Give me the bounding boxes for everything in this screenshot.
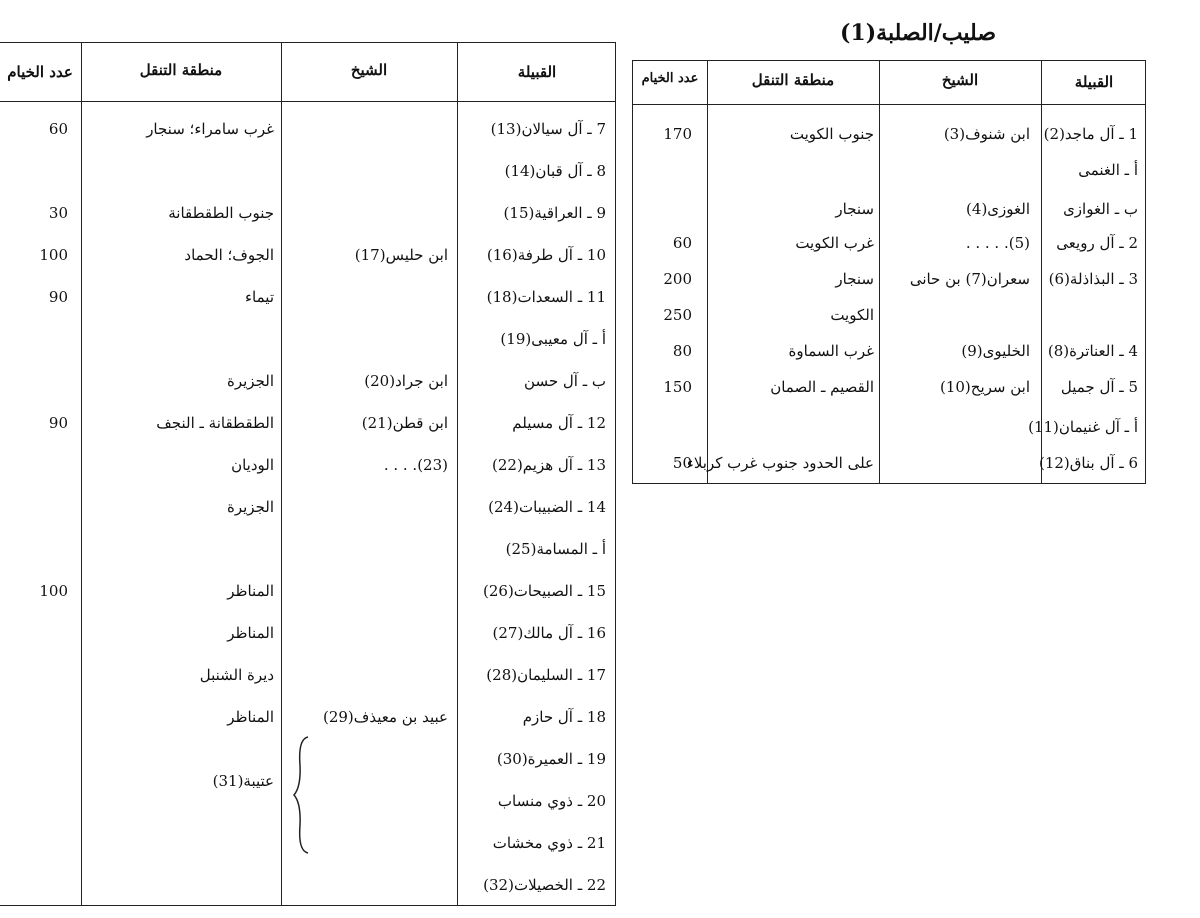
header-tents: عدد الخيام: [641, 71, 699, 86]
region-cell: المناظر: [227, 624, 274, 642]
tribe-cell: 15 ـ الصبيحات(26): [482, 582, 606, 600]
tents-cell: 250: [663, 306, 692, 324]
tents-cell: 100: [39, 582, 68, 600]
tribe-cell: ب ـ الغوازى: [1063, 200, 1138, 218]
tents-cell: 60: [48, 120, 68, 138]
region-cell: عتيبة(31): [212, 772, 274, 790]
region-cell: الوديان: [231, 456, 274, 474]
region-cell: الجوف؛ الحماد: [184, 246, 274, 264]
header-tribe: القبيلة: [1074, 73, 1114, 91]
tribe-cell: 20 ـ ذوي منساب: [497, 792, 606, 810]
tents-cell: 50: [672, 454, 692, 472]
tribe-cell: ب ـ آل حسن: [524, 372, 606, 390]
tents-cell: 30: [48, 204, 68, 222]
tribe-cell: 5 ـ آل جميل: [1060, 378, 1138, 396]
tribe-cell: أ ـ آل غنيمان(11): [1028, 418, 1138, 436]
region-cell: المناظر: [227, 708, 274, 726]
header-sheikh: الشيخ: [350, 61, 388, 79]
tribe-cell: أ ـ الغنمى: [1078, 161, 1138, 179]
region-cell: غرب السماوة: [788, 342, 874, 360]
tribe-cell: 8 ـ آل قبان(14): [504, 162, 606, 180]
tribe-cell: 19 ـ العميرة(30): [496, 750, 606, 768]
region-cell: سنجار: [835, 200, 874, 218]
tents-cell: 100: [39, 246, 68, 264]
region-cell: جنوب الطقطقانة: [168, 204, 274, 222]
tents-cell: 150: [663, 378, 692, 396]
sheikh-cell: ابن جراد(20): [364, 372, 448, 390]
tribe-cell: أ ـ آل معيبى(19): [500, 330, 606, 348]
header-tribe: القبيلة: [517, 63, 557, 81]
page-title: صليب/الصلبة(1): [840, 20, 996, 46]
grouping-brace: [292, 735, 312, 855]
tents-cell: 60: [672, 234, 692, 252]
tribe-cell: 7 ـ آل سيالان(13): [490, 120, 606, 138]
sheikh-cell: (5). . . . .: [965, 234, 1030, 252]
tribe-cell: 13 ـ آل هزيم(22): [491, 456, 606, 474]
tribe-cell: 3 ـ البذاذلة(6): [1048, 270, 1138, 288]
tribe-cell: 1 ـ آل ماجد(2): [1043, 125, 1138, 143]
region-cell: ديرة الشنبل: [199, 666, 274, 684]
sheikh-cell: ابن سريح(10): [939, 378, 1030, 396]
tents-cell: 90: [48, 288, 68, 306]
tribe-cell: 12 ـ آل مسيلم: [512, 414, 606, 432]
region-cell: القصيم ـ الصمان: [770, 378, 874, 396]
sheikh-cell: ابن شنوف(3): [943, 125, 1030, 143]
tribe-cell: 21 ـ ذوي مخشات: [492, 834, 606, 852]
region-cell: على الحدود جنوب غرب كربلاء: [686, 454, 874, 472]
region-cell: الجزيرة: [226, 498, 274, 516]
region-cell: غرب سامراء؛ سنجار: [146, 120, 274, 138]
sheikh-cell: ابن قطن(21): [361, 414, 448, 432]
region-cell: جنوب الكويت: [789, 125, 874, 143]
region-cell: الجزيرة: [226, 372, 274, 390]
sheikh-cell: ابن حليس(17): [354, 246, 448, 264]
tribe-cell: 22 ـ الخصيلات(32): [483, 876, 606, 894]
region-cell: الكويت: [830, 306, 874, 324]
tribe-cell: 4 ـ العناترة(8): [1047, 342, 1138, 360]
tribe-cell: 2 ـ آل رويعى: [1056, 234, 1138, 252]
tribe-cell: 10 ـ آل طرفة(16): [486, 246, 606, 264]
tribe-cell: 9 ـ العراقية(15): [503, 204, 606, 222]
tribe-cell: أ ـ المسامة(25): [505, 540, 606, 558]
header-region: منطقة التنقل: [139, 61, 223, 79]
tents-cell: 80: [672, 342, 692, 360]
tribe-cell: 17 ـ السليمان(28): [486, 666, 606, 684]
header-sheikh: الشيخ: [941, 71, 979, 89]
sheikh-cell: عبيد بن معيذف(29): [322, 708, 448, 726]
header-region: منطقة التنقل: [751, 71, 835, 89]
tribe-cell: 14 ـ الضبيبات(24): [488, 498, 606, 516]
header-tents: عدد الخيام: [7, 63, 73, 81]
sheikh-cell: الخليوى(9): [961, 342, 1030, 360]
region-cell: تيماء: [245, 288, 274, 306]
tribe-cell: 6 ـ آل بناق(12): [1038, 454, 1138, 472]
sheikh-cell: سعران(7) بن حانى: [909, 270, 1030, 288]
sheikh-cell: (23). . . .: [383, 456, 448, 474]
tents-cell: 200: [663, 270, 692, 288]
region-cell: غرب الكويت: [795, 234, 874, 252]
tents-cell: 170: [663, 125, 692, 143]
tents-cell: 90: [48, 414, 68, 432]
tribe-cell: 16 ـ آل مالك(27): [492, 624, 606, 642]
tribe-cell: 18 ـ آل حازم: [522, 708, 606, 726]
region-cell: سنجار: [835, 270, 874, 288]
region-cell: المناظر: [227, 582, 274, 600]
tribe-cell: 11 ـ السعدات(18): [486, 288, 606, 306]
sheikh-cell: الغوزى(4): [966, 200, 1030, 218]
region-cell: الطقطقانة ـ النجف: [156, 414, 274, 432]
